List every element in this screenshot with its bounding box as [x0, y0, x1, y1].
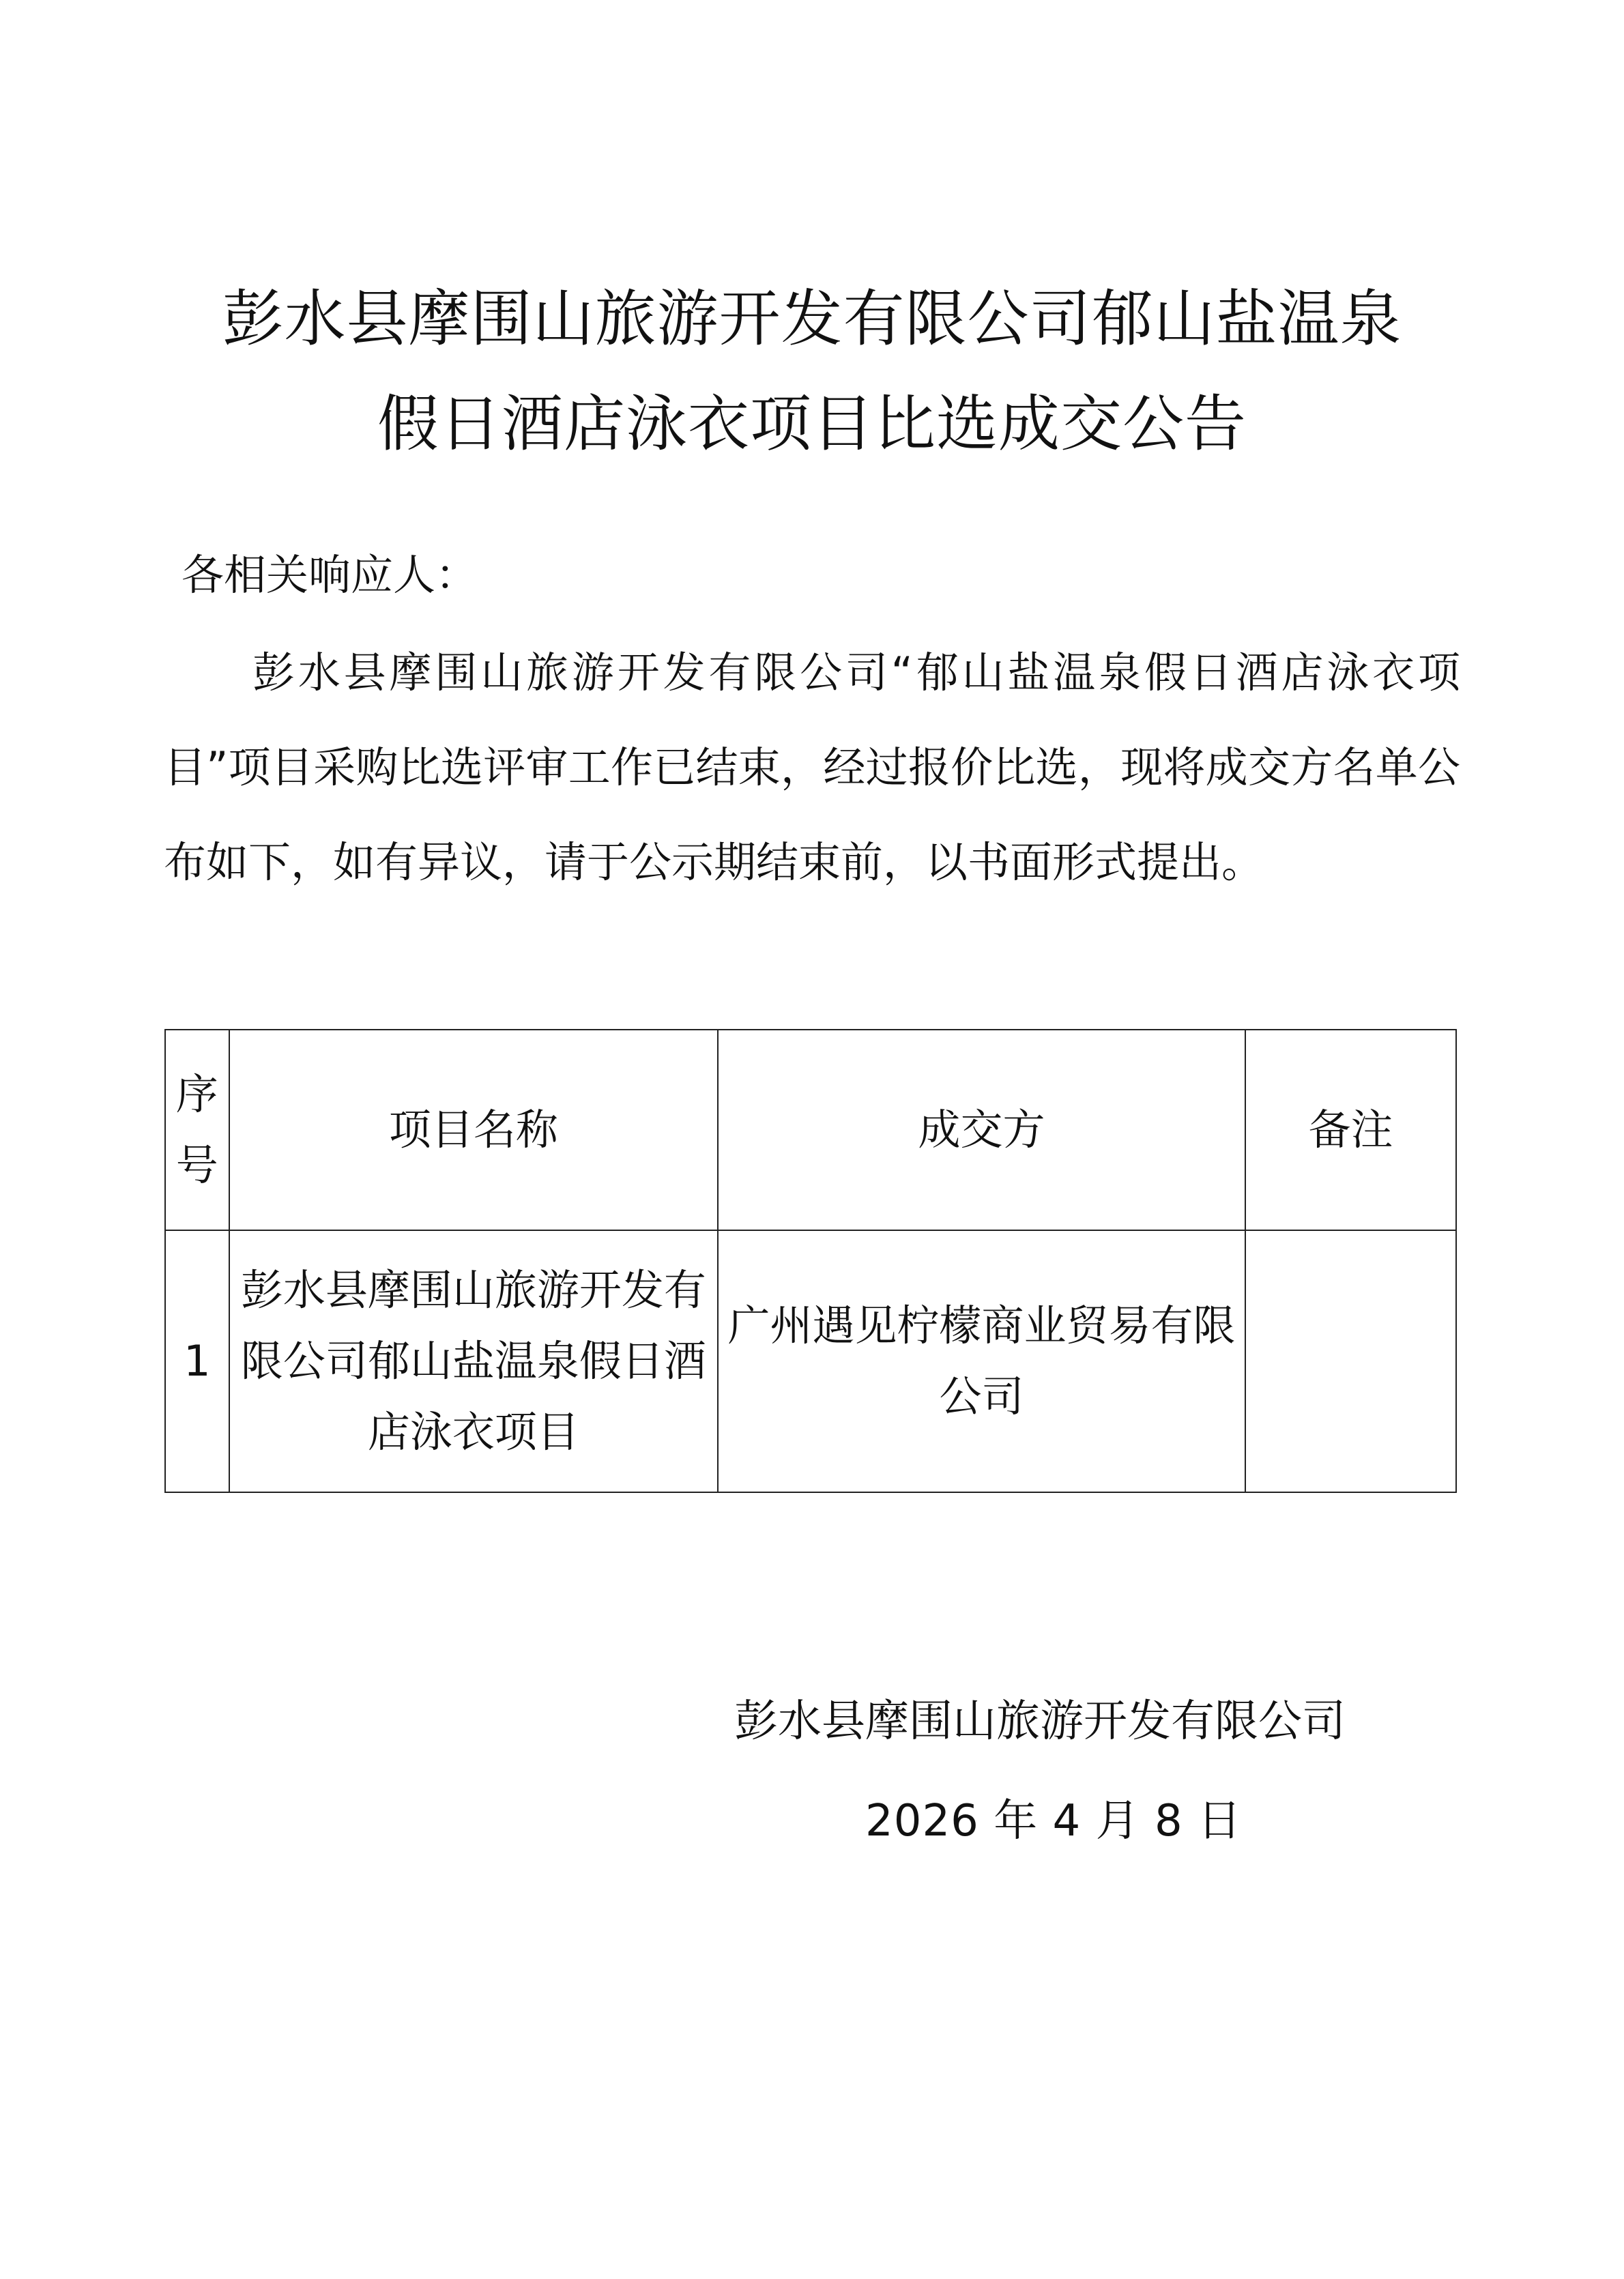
signer: 彭水县摩围山旅游开发有限公司	[734, 1696, 1346, 1747]
salutation: 各相关响应人：	[182, 550, 478, 600]
title-line-1: 彭水县摩围山旅游开发有限公司郁山盐温泉	[222, 283, 1402, 355]
row-winner: 广州遇见柠檬商业贸易有限公司	[718, 1230, 1245, 1492]
header-seq: 序号	[165, 1030, 229, 1230]
header-winner: 成交方	[718, 1030, 1245, 1230]
title-line-2: 假日酒店泳衣项目比选成交公告	[377, 388, 1247, 460]
header-project-name: 项目名称	[229, 1030, 719, 1230]
row-seq: 1	[165, 1230, 229, 1492]
result-table	[164, 1029, 1457, 1493]
row-note	[1245, 1230, 1456, 1492]
header-note: 备注	[1245, 1030, 1456, 1230]
row-project-name: 彭水县摩围山旅游开发有限公司郁山盐温泉假日酒店泳衣项目	[229, 1230, 719, 1492]
date: 2026 年 4 月 8 日	[865, 1796, 1243, 1846]
announcement-body: 彭水县摩围山旅游开发有限公司“郁山盐温泉假日酒店泳衣项目”项目采购比选评审工作已结束，经过报价比选，现将成交方名单公布如下，如有异议，请于公示期结束前，以书面形式提出。	[164, 648, 1460, 887]
table-row	[165, 1230, 1456, 1492]
table-header-row	[165, 1030, 1456, 1230]
